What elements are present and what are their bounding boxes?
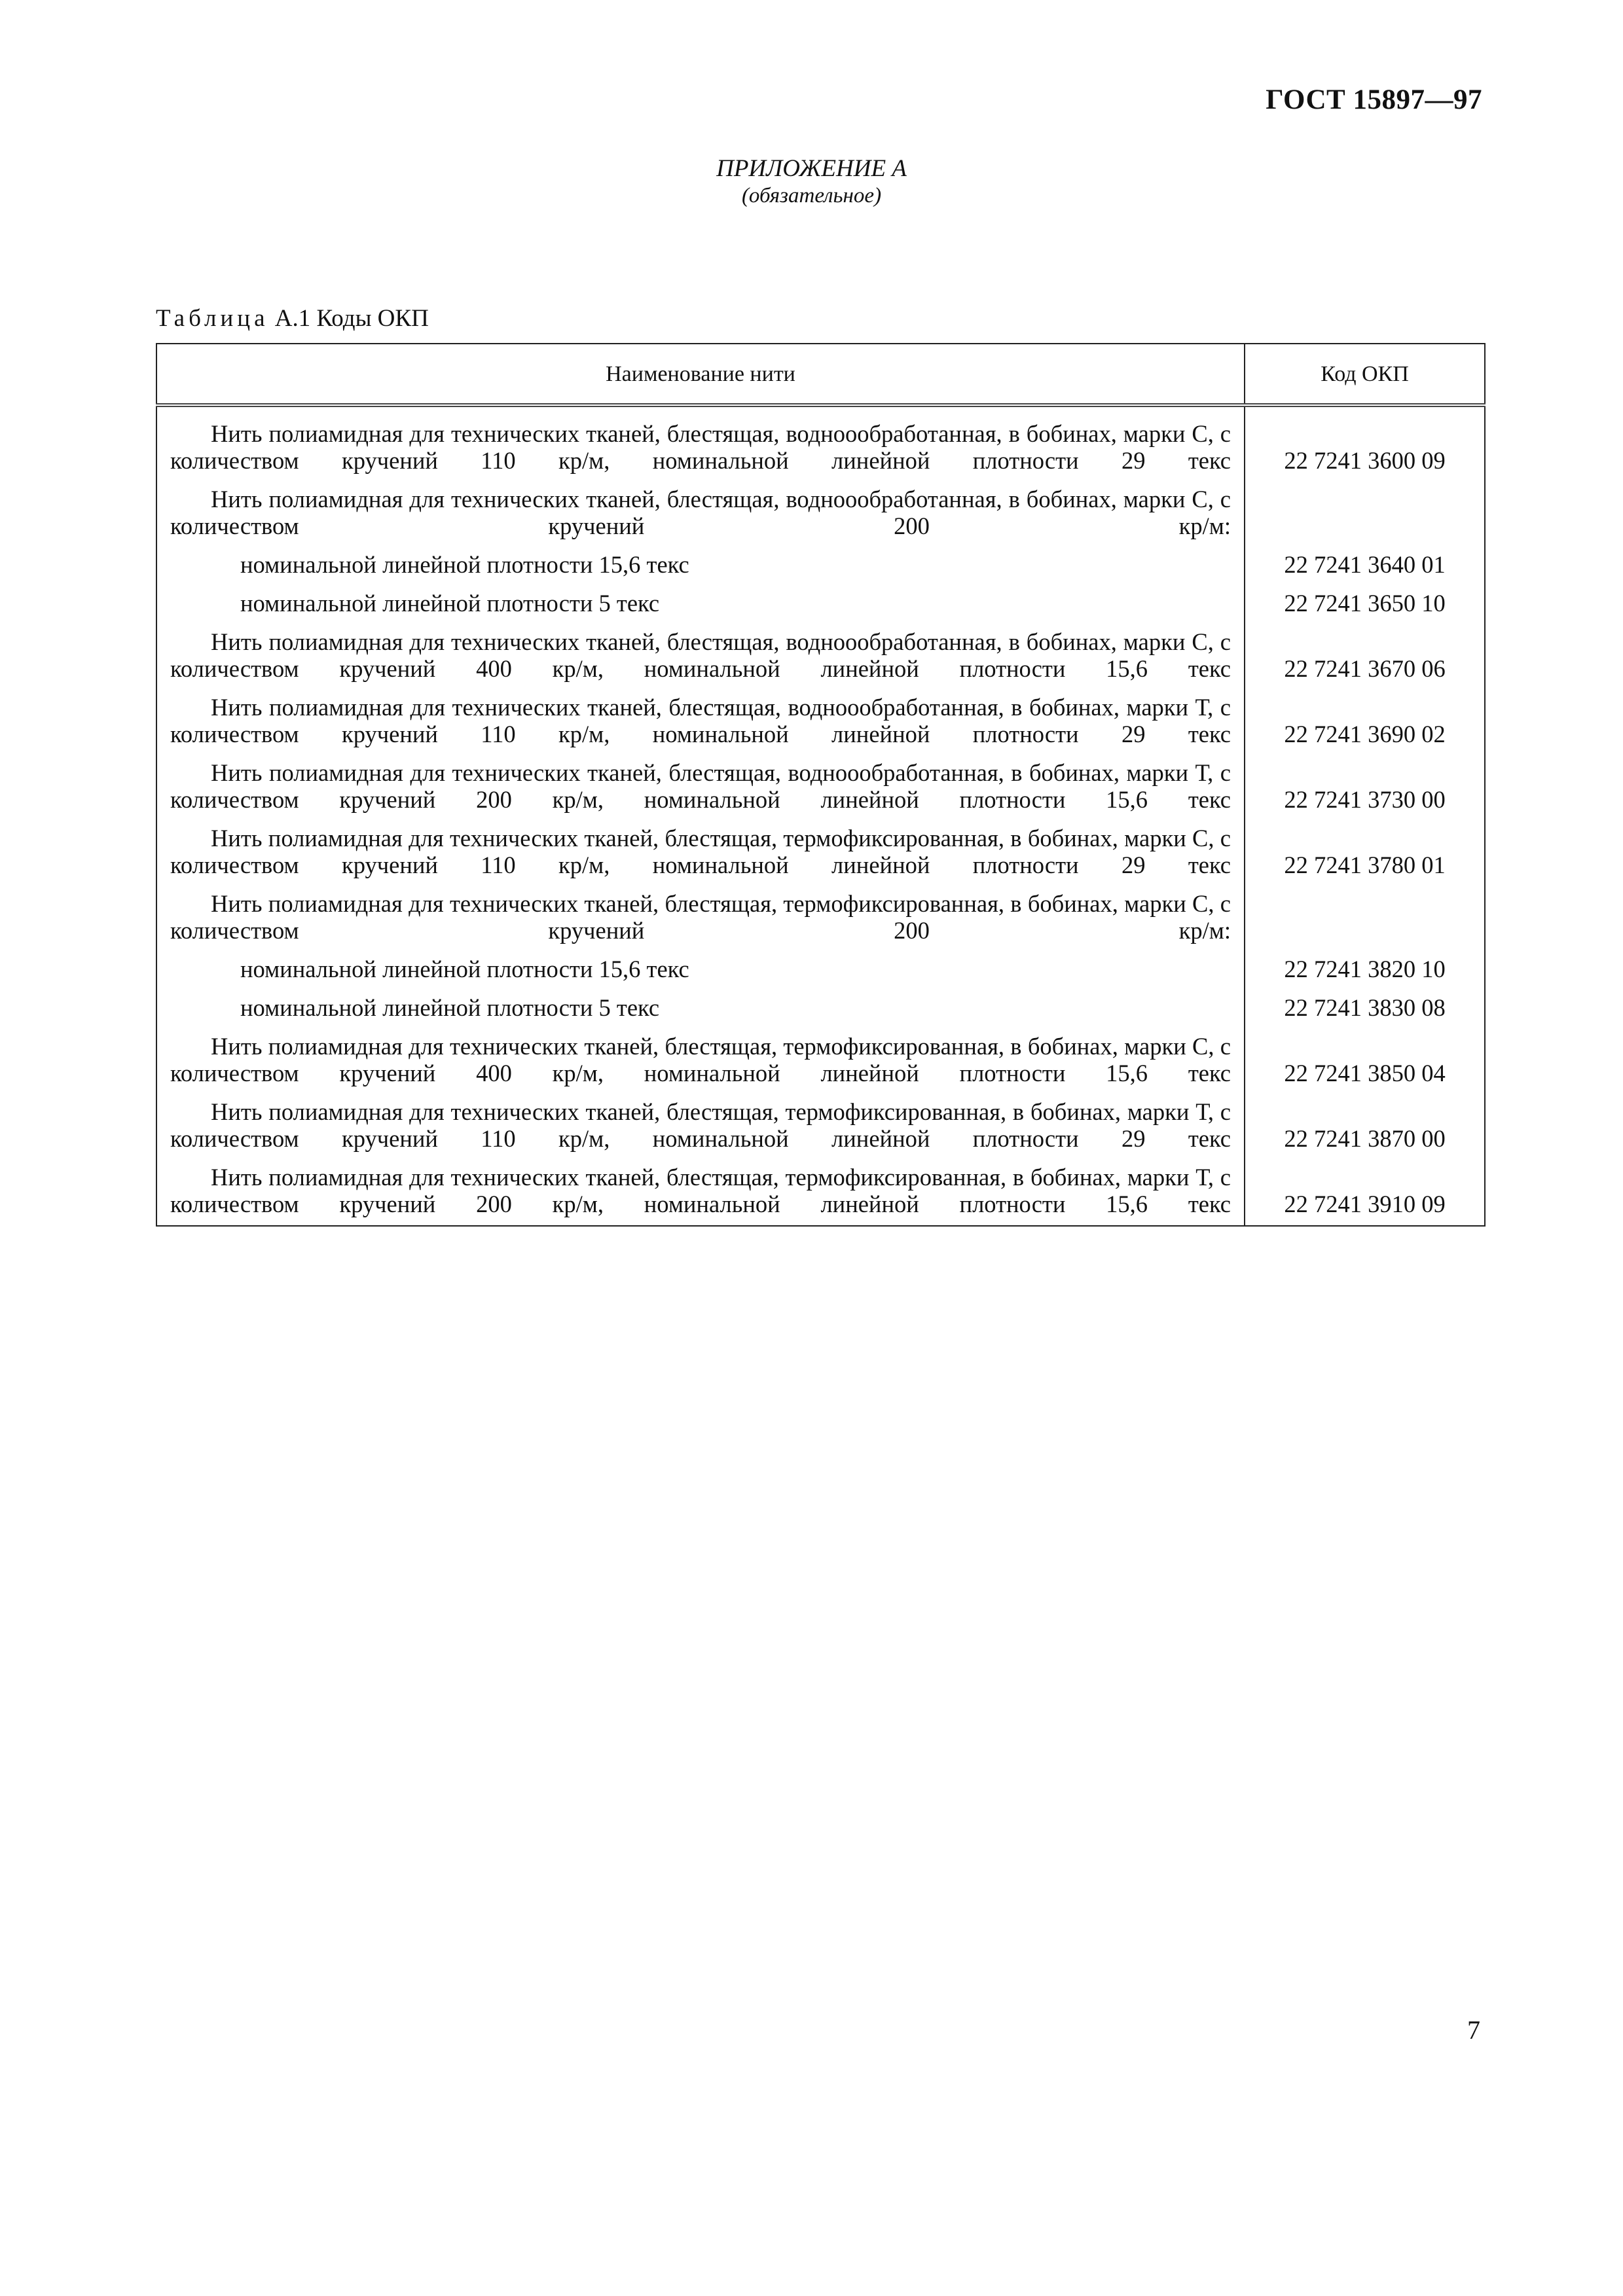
table-row — [156, 1027, 1485, 1092]
thread-name-cell: Нить полиамидная для технических тканей, блестящая, водноообработанная, в бобинах, марки Т, с количеством кручений 110 кр/м, номинальной линейной плотности 29 текс — [156, 688, 1245, 753]
thread-name-cell: Нить полиамидная для технических тканей, блестящая, термофиксированная, в бобинах, марки Т, с количеством кручений 110 кр/м, номинальной линейной плотности 29 текс — [156, 1092, 1245, 1158]
okp-code-cell: 22 7241 3780 01 — [1245, 819, 1485, 884]
thread-name-cell: Нить полиамидная для технических тканей, блестящая, термофиксированная, в бобинах, марки С, с количеством кручений 200 кр/м: — [156, 884, 1245, 950]
okp-code-cell: 22 7241 3830 08 — [1245, 988, 1485, 1027]
appendix-subtitle: (обязательное) — [741, 184, 882, 207]
thread-name-cell: Нить полиамидная для технических тканей, блестящая, водноообработанная, в бобинах, марки С, с количеством кручений 200 кр/м: — [156, 480, 1245, 545]
table-row — [156, 950, 1485, 988]
table-row — [156, 405, 1485, 480]
thread-name-cell: Нить полиамидная для технических тканей, блестящая, водноообработанная, в бобинах, марки С, с количеством кручений 110 кр/м, номинальной линейной плотности 29 текс — [156, 405, 1245, 480]
table-row — [156, 584, 1485, 622]
okp-code-cell: 22 7241 3870 00 — [1245, 1092, 1485, 1158]
okp-code-cell: 22 7241 3640 01 — [1245, 545, 1485, 584]
thread-name-cell: Нить полиамидная для технических тканей, блестящая, водноообработанная, в бобинах, марки С, с количеством кручений 400 кр/м, номинальной линейной плотности 15,6 текс — [156, 622, 1245, 688]
table-row — [156, 753, 1485, 819]
page-number: 7 — [1467, 2015, 1480, 2045]
okp-code-cell: 22 7241 3650 10 — [1245, 584, 1485, 622]
table-row — [156, 480, 1485, 545]
okp-code-cell: 22 7241 3690 02 — [1245, 688, 1485, 753]
table-caption-label: Таблица — [156, 305, 269, 332]
okp-code-cell: 22 7241 3670 06 — [1245, 622, 1485, 688]
okp-code-cell — [1245, 884, 1485, 950]
thread-name-cell: Нить полиамидная для технических тканей, блестящая, термофиксированная, в бобинах, марки Т, с количеством кручений 200 кр/м, номинальной линейной плотности 15,6 текс — [156, 1158, 1245, 1226]
thread-name-cell: номинальной линейной плотности 15,6 текс — [156, 545, 1245, 584]
table-row — [156, 688, 1485, 753]
thread-name-cell: Нить полиамидная для технических тканей, блестящая, термофиксированная, в бобинах, марки С, с количеством кручений 400 кр/м, номинальной линейной плотности 15,6 текс — [156, 1027, 1245, 1092]
okp-code-cell: 22 7241 3600 09 — [1245, 405, 1485, 480]
document-code: ГОСТ 15897—97 — [1266, 84, 1482, 115]
column-header-code: Код ОКП — [1245, 344, 1485, 405]
table-caption — [156, 305, 429, 332]
okp-code-cell: 22 7241 3850 04 — [1245, 1027, 1485, 1092]
okp-code-cell — [1245, 480, 1485, 545]
table-row — [156, 988, 1485, 1027]
table-row — [156, 622, 1485, 688]
thread-name-cell: Нить полиамидная для технических тканей, блестящая, водноообработанная, в бобинах, марки Т, с количеством кручений 200 кр/м, номинальной линейной плотности 15,6 текс — [156, 753, 1245, 819]
okp-code-cell: 22 7241 3910 09 — [1245, 1158, 1485, 1226]
thread-name-cell: номинальной линейной плотности 15,6 текс — [156, 950, 1245, 988]
table-header-row — [156, 344, 1485, 405]
column-header-name: Наименование нити — [156, 344, 1245, 405]
table-row — [156, 819, 1485, 884]
okp-code-cell: 22 7241 3820 10 — [1245, 950, 1485, 988]
table-row — [156, 1158, 1485, 1226]
thread-name-cell: Нить полиамидная для технических тканей, блестящая, термофиксированная, в бобинах, марки С, с количеством кручений 110 кр/м, номинальной линейной плотности 29 текс — [156, 819, 1245, 884]
appendix-title: ПРИЛОЖЕНИЕ А — [716, 155, 907, 182]
table-row — [156, 545, 1485, 584]
okp-code-cell: 22 7241 3730 00 — [1245, 753, 1485, 819]
okp-codes-table — [156, 343, 1486, 1227]
table-row — [156, 1092, 1485, 1158]
thread-name-cell: номинальной линейной плотности 5 текс — [156, 988, 1245, 1027]
thread-name-cell: номинальной линейной плотности 5 текс — [156, 584, 1245, 622]
table-caption-title: А.1 Коды ОКП — [274, 305, 429, 332]
table-body — [156, 405, 1485, 1226]
table-row — [156, 884, 1485, 950]
